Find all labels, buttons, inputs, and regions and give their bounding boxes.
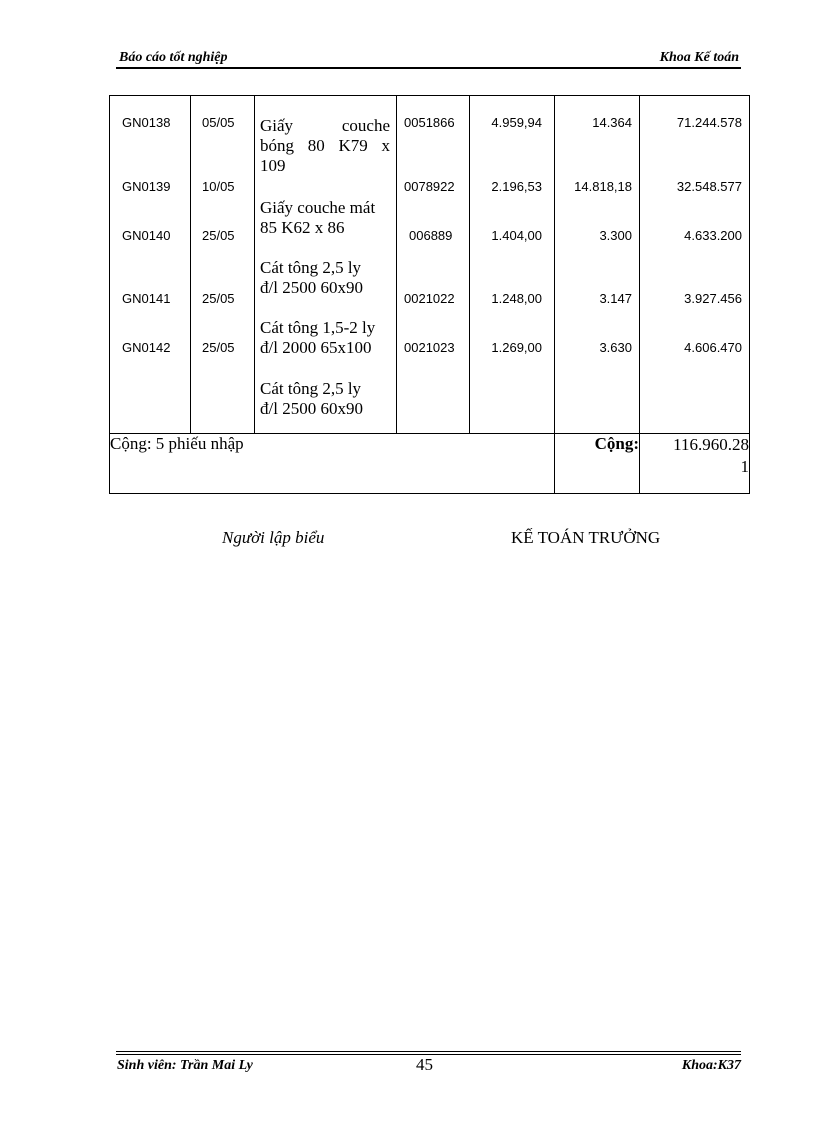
receipt-table bbox=[109, 95, 750, 494]
price-cell: 14.364 bbox=[592, 115, 632, 130]
description-cell: Giấy couche mát 85 K62 x 86 bbox=[260, 198, 376, 237]
description-cell: Cát tông 1,5-2 ly đ/l 2000 65x100 bbox=[260, 318, 376, 357]
price-cell: 3.630 bbox=[599, 340, 632, 355]
amount-cell: 71.244.578 bbox=[676, 115, 742, 130]
code-cell: GN0138 bbox=[122, 115, 171, 130]
header-department: Khoa Kế toán bbox=[659, 50, 739, 65]
total-row bbox=[110, 434, 750, 494]
page-number: 45 bbox=[416, 1055, 433, 1074]
date-cell: 05/05 bbox=[202, 115, 235, 130]
price-column bbox=[555, 96, 640, 434]
quantity-cell: 1.269,00 bbox=[491, 340, 542, 355]
quantity-cell: 2.196,53 bbox=[491, 179, 542, 194]
date-cell: 25/05 bbox=[202, 340, 235, 355]
price-cell: 14.818,18 bbox=[574, 179, 632, 194]
number-column bbox=[397, 96, 470, 434]
price-cell: 3.300 bbox=[599, 228, 632, 243]
code-cell: GN0141 bbox=[122, 291, 171, 306]
amount-cell: 32.548.577 bbox=[676, 179, 742, 194]
date-cell: 10/05 bbox=[202, 179, 235, 194]
amount-cell: 4.606.470 bbox=[684, 340, 742, 355]
code-cell: GN0140 bbox=[122, 228, 171, 243]
quantity-cell: 4.959,94 bbox=[491, 115, 542, 130]
amount-cell: 4.633.200 bbox=[684, 228, 742, 243]
chief-accountant-signature-label: KẾ TOÁN TRƯỞNG bbox=[511, 528, 661, 547]
number-cell: 0051866 bbox=[404, 115, 455, 130]
quantity-cell: 1.404,00 bbox=[491, 228, 542, 243]
code-column bbox=[110, 96, 191, 434]
total-label: Cộng: 5 phiếu nhập bbox=[110, 434, 555, 494]
date-column bbox=[191, 96, 255, 434]
price-cell: 3.147 bbox=[599, 291, 632, 306]
header-rule bbox=[116, 67, 741, 69]
quantity-column bbox=[470, 96, 555, 434]
description-cell: Giấy couche bóng 80 K79 x 109 bbox=[260, 116, 390, 175]
number-cell: 0078922 bbox=[404, 179, 455, 194]
description-cell: Cát tông 2,5 ly đ/l 2500 60x90 bbox=[260, 379, 363, 418]
code-cell: GN0142 bbox=[122, 340, 171, 355]
number-cell: 006889 bbox=[409, 228, 453, 243]
number-cell: 0021022 bbox=[404, 291, 455, 306]
header-title: Báo cáo tốt nghiệp bbox=[119, 50, 228, 65]
date-cell: 25/05 bbox=[202, 291, 235, 306]
quantity-cell: 1.248,00 bbox=[491, 291, 542, 306]
number-cell: 0021023 bbox=[404, 340, 455, 355]
preparer-signature-label: Người lập biểu bbox=[222, 528, 325, 547]
table-row bbox=[110, 96, 750, 434]
footer-student: Sinh viên: Trần Mai Ly bbox=[117, 1058, 253, 1073]
date-cell: 25/05 bbox=[202, 228, 235, 243]
total-value: 116.960.28 1 bbox=[640, 434, 750, 494]
amount-column bbox=[640, 96, 750, 434]
code-cell: GN0139 bbox=[122, 179, 171, 194]
description-cell: Cát tông 2,5 ly đ/l 2500 60x90 bbox=[260, 258, 363, 297]
amount-cell: 3.927.456 bbox=[684, 291, 742, 306]
footer-class: Khoa:K37 bbox=[681, 1058, 741, 1073]
total-cong-label: Cộng: bbox=[555, 434, 640, 494]
footer-rule bbox=[116, 1051, 741, 1052]
description-column bbox=[255, 96, 397, 434]
